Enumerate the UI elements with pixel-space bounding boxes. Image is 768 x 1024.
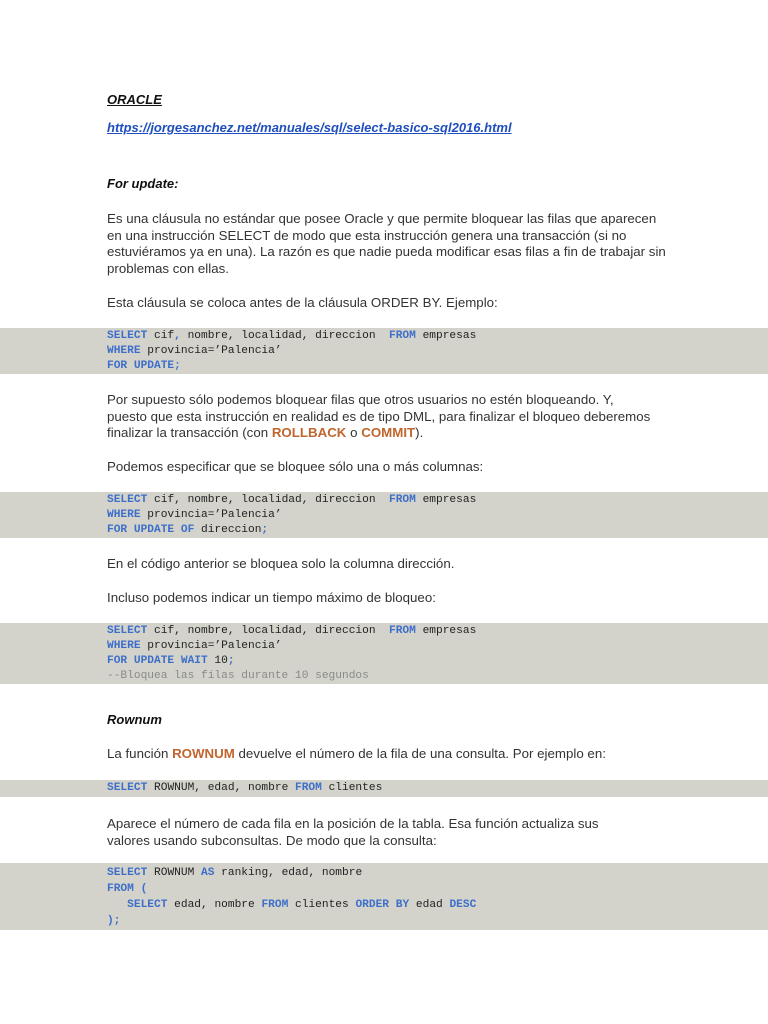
for-update-paragraph-6: Incluso podemos indicar un tiempo máximo de bloqueo: <box>107 590 436 605</box>
code-block-for-update <box>0 328 768 374</box>
code-line <box>107 493 768 508</box>
code-text: empresas <box>415 494 477 506</box>
code-text: edad <box>409 899 450 911</box>
paragraph-text: o <box>346 425 362 440</box>
code-line <box>107 881 768 897</box>
section-heading-for-update: For update: <box>107 176 179 191</box>
code-text: cif, nombre, localidad, direccion <box>147 625 389 637</box>
sql-keyword: FOR UPDATE; <box>107 360 181 372</box>
code-text: 10 <box>207 655 228 667</box>
code-line <box>107 359 768 374</box>
sql-keyword: SELECT <box>107 494 148 506</box>
for-update-paragraph-3 <box>107 392 652 442</box>
sql-keyword: ; <box>227 655 235 667</box>
code-line <box>107 897 768 913</box>
code-line <box>107 508 768 523</box>
sql-keyword: FROM <box>389 625 416 637</box>
code-text: nombre, localidad, direccion <box>180 330 389 342</box>
code-text: ROWNUM <box>147 867 202 879</box>
rownum-keyword: ROWNUM <box>172 746 235 761</box>
sql-keyword: DESC <box>449 899 477 911</box>
code-text: edad, nombre <box>167 899 262 911</box>
for-update-paragraph-2: Esta cláusula se coloca antes de la cláusula ORDER BY. Ejemplo: <box>107 295 498 310</box>
code-text: clientes <box>321 782 383 794</box>
paragraph-text: ). <box>415 425 424 440</box>
code-line <box>107 654 768 669</box>
sql-keyword: ; <box>261 524 269 536</box>
code-text: ranking, edad, nombre <box>214 867 363 879</box>
sql-keyword: FROM <box>389 494 416 506</box>
sql-keyword: FROM <box>389 330 416 342</box>
sql-keyword: SELECT <box>107 782 148 794</box>
paragraph-text: La función <box>107 746 173 761</box>
code-text <box>107 899 127 911</box>
code-text: provincia=’Palencia’ <box>140 345 282 357</box>
sql-keyword: WHERE <box>107 345 141 357</box>
sql-keyword: ORDER BY <box>355 899 410 911</box>
code-text: cif <box>147 330 175 342</box>
paragraph-text: Por supuesto sólo podemos bloquear filas que otros usuarios no estén bloqueando. Y, puesto que esta instrucción en realidad es de tipo DML, para finalizar el bloqueo deberemos finalizar la transacción (con <box>107 392 651 440</box>
code-line <box>107 624 768 639</box>
sql-comment: --Bloquea las filas durante 10 segundos <box>107 670 369 682</box>
sql-keyword: FOR UPDATE WAIT <box>107 655 208 667</box>
section-heading-rownum: Rownum <box>107 712 162 727</box>
code-block-rownum <box>0 780 768 797</box>
sql-keyword: AS <box>201 867 215 879</box>
code-text: direccion <box>194 524 262 536</box>
code-text: cif, nombre, localidad, direccion <box>147 494 389 506</box>
code-line <box>107 669 768 684</box>
for-update-paragraph-1: Es una cláusula no estándar que posee Oracle y que permite bloquear las filas que aparecen en una instrucción SELECT de modo que esta instrucción genera una transacción (si no estuviéramos ya en una). La razón es que nadie pueda modificar esas filas a fin de trabajar sin problemas con ellas. <box>107 211 666 276</box>
code-block-rownum-subquery <box>0 863 768 930</box>
sql-keyword: SELECT <box>107 867 148 879</box>
for-update-paragraph-5: En el código anterior se bloquea solo la columna dirección. <box>107 556 455 571</box>
page-title: ORACLE <box>107 92 162 107</box>
rownum-paragraph-2: Aparece el número de cada fila en la posición de la tabla. Esa función actualiza sus valores usando subconsultas. De modo que la consulta: <box>107 816 599 848</box>
sql-keyword: FROM <box>295 782 322 794</box>
code-text: empresas <box>415 625 477 637</box>
code-block-for-update-of <box>0 492 768 538</box>
code-line <box>107 781 768 796</box>
code-line <box>107 913 768 929</box>
code-line <box>107 639 768 654</box>
code-line <box>107 344 768 359</box>
code-text: provincia=’Palencia’ <box>140 640 282 652</box>
sql-keyword: FROM ( <box>107 883 148 895</box>
sql-keyword: SELECT <box>127 899 168 911</box>
code-line <box>107 865 768 881</box>
sql-keyword: ); <box>107 915 121 927</box>
reference-link[interactable]: https://jorgesanchez.net/manuales/sql/select-basico-sql2016.html <box>107 120 512 135</box>
sql-keyword: SELECT <box>107 330 148 342</box>
code-line <box>107 329 768 344</box>
for-update-paragraph-4: Podemos especificar que se bloquee sólo una o más columnas: <box>107 459 484 474</box>
code-block-for-update-wait <box>0 623 768 684</box>
rollback-keyword: ROLLBACK <box>271 425 347 440</box>
sql-keyword: , <box>174 330 181 342</box>
rownum-paragraph-1 <box>107 746 707 763</box>
code-text: ROWNUM, edad, nombre <box>147 782 295 794</box>
code-line <box>107 523 768 538</box>
code-text: clientes <box>288 899 356 911</box>
sql-keyword: SELECT <box>107 625 148 637</box>
commit-keyword: COMMIT <box>361 425 416 440</box>
code-text: empresas <box>415 330 477 342</box>
sql-keyword: FROM <box>261 899 289 911</box>
code-text: provincia=’Palencia’ <box>140 509 282 521</box>
paragraph-text: devuelve el número de la fila de una consulta. Por ejemplo en: <box>234 746 606 761</box>
sql-keyword: WHERE <box>107 640 141 652</box>
sql-keyword: FOR UPDATE OF <box>107 524 195 536</box>
sql-keyword: WHERE <box>107 509 141 521</box>
